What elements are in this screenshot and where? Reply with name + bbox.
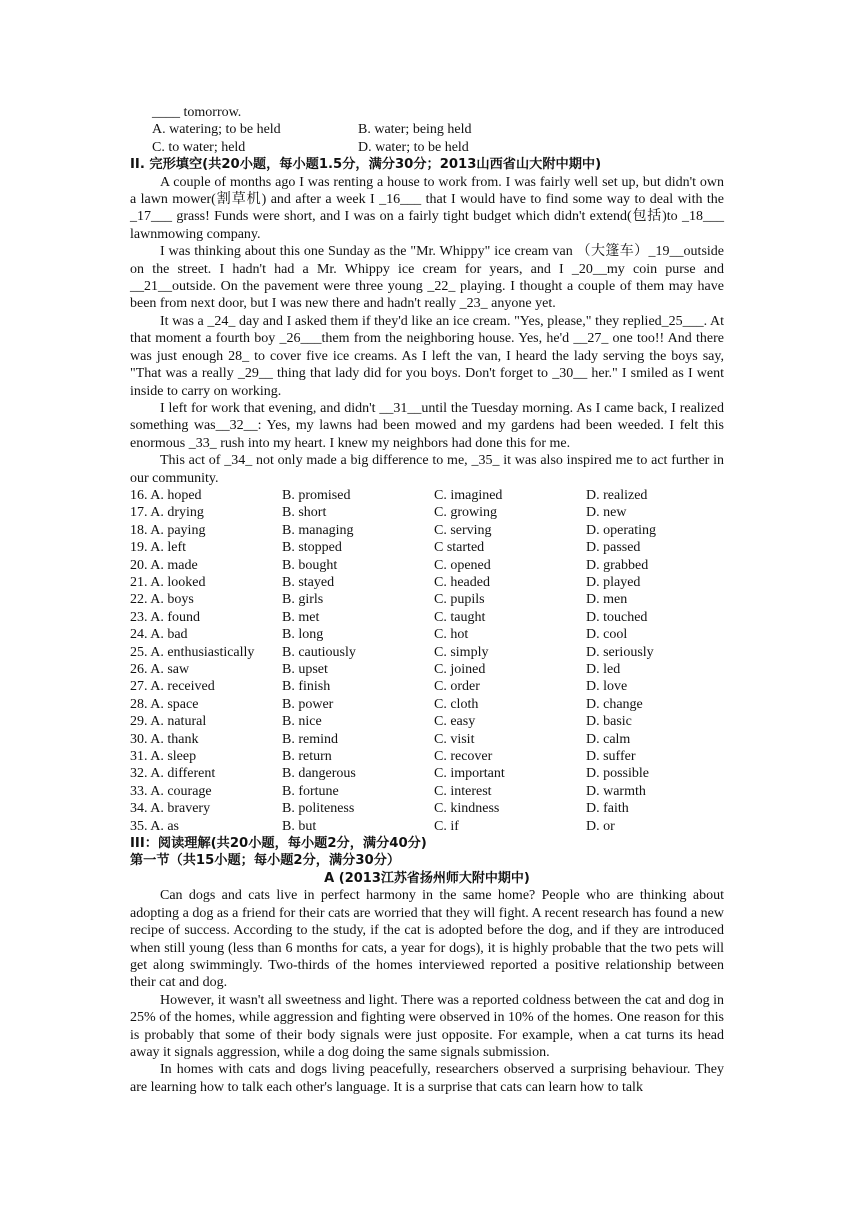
- question-row: [130, 661, 724, 678]
- option-b: B. cautiously: [282, 644, 356, 660]
- cloze-paragraph: I left for work that evening, and didn't __31__until the Tuesday morning. As I came back, I realized something was__32__: Yes, my lawns had been mowed and my gardens had been weeded. I felt this enormous _33_ rush into my heart. I knew my neighbors had done this for me.: [130, 400, 724, 451]
- options-row-ab: [130, 121, 724, 138]
- option-a: 34. A. bravery: [130, 801, 211, 817]
- option-d: D. possible: [586, 766, 649, 782]
- passage-title: A (2013江苏省扬州师大附中期中): [324, 870, 530, 886]
- option-b: B. short: [282, 505, 327, 521]
- option-c: C. recover: [434, 749, 493, 765]
- question-row: [130, 487, 724, 504]
- option-a: 32. A. different: [130, 766, 216, 782]
- option-d: D. men: [586, 592, 628, 608]
- option-d: D. water; to be held: [358, 139, 469, 155]
- option-a: 23. A. found: [130, 609, 200, 625]
- question-row: [130, 765, 724, 782]
- option-c: C. simply: [434, 644, 489, 660]
- reading-paragraph: Can dogs and cats live in perfect harmony in the same home? People who are thinking about adopting a dog as a friend for their cats are worried that they will fight. A recent research has found a new recipe of success. According to the study, if the cat is adopted before the dog, and if they are introduced when still young (less than 6 months for cats, a year for dogs), it is highly probable that the two pets will get along swimmingly. Two-thirds of the homes interviewed reported a positive relationship between their cat and dog.: [130, 888, 724, 991]
- option-c: C. easy: [434, 714, 476, 730]
- option-c: C. to water; held: [152, 139, 246, 155]
- option-d: D. calm: [586, 731, 631, 747]
- option-c: C. opened: [434, 557, 491, 573]
- option-d: D. warmth: [586, 783, 646, 799]
- option-c: C. cloth: [434, 696, 479, 712]
- option-c: C. taught: [434, 609, 486, 625]
- option-b: B. long: [282, 627, 324, 643]
- option-b: B. nice: [282, 714, 322, 730]
- option-d: D. suffer: [586, 749, 636, 765]
- option-a: 22. A. boys: [130, 592, 194, 608]
- option-b: B. water; being held: [358, 122, 472, 138]
- option-d: D. led: [586, 662, 621, 677]
- option-b: B. stopped: [282, 540, 342, 556]
- option-c: C. headed: [434, 574, 490, 590]
- question-row: [130, 574, 724, 591]
- option-d: D. or: [586, 818, 615, 834]
- option-a: 20. A. made: [130, 557, 198, 573]
- reading-paragraph: However, it wasn't all sweetness and light. There was a reported coldness between the cat and dog in 25% of the homes, while aggression and fighting were observed in 10% of the homes. One reason for this is probably that some of their body signals were just opposite. For example, when a cat turns its head away it signals aggression, while a dog doing the same signals submission.: [130, 992, 724, 1060]
- option-a: A. watering; to be held: [152, 122, 281, 138]
- cloze-paragraph: A couple of months ago I was renting a house to work from. I was fairly well set up, but didn't own a lawn mower(割草机) and after a week I _16___ that I would have to find some way to deal with the _17___ grass! Funds were short, and I was on a fairly tight budget which didn't extend(包括)to _18___ lawnmowing company.: [130, 174, 724, 242]
- option-c: C started: [434, 540, 485, 556]
- option-c: C. serving: [434, 522, 492, 538]
- option-b: B. managing: [282, 522, 354, 538]
- question-row: [130, 626, 724, 643]
- option-b: B. finish: [282, 679, 331, 695]
- reading-passage: [130, 887, 724, 1096]
- document-page: [130, 104, 724, 1096]
- option-a: 25. A. enthusiastically: [130, 644, 255, 660]
- section-heading-reading: III：阅读理解(共20小题，每小题2分，满分40分): [130, 836, 427, 852]
- option-b: B. girls: [282, 592, 324, 608]
- option-d: D. played: [586, 574, 641, 590]
- option-c: C. pupils: [434, 592, 485, 608]
- options-row-cd: [130, 139, 724, 156]
- option-a: 27. A. received: [130, 679, 215, 695]
- option-d: D. realized: [586, 487, 648, 503]
- reading-paragraph: In homes with cats and dogs living peacefully, researchers observed a surprising behaviour. They are learning how to talk each other's language. It is a surprise that cats can learn how to talk: [130, 1062, 724, 1095]
- option-c: C. interest: [434, 783, 492, 799]
- option-d: D. basic: [586, 714, 632, 730]
- question-row: [130, 678, 724, 695]
- option-c: C. if: [434, 818, 459, 834]
- option-c: C. growing: [434, 505, 497, 521]
- question-row: [130, 731, 724, 748]
- option-a: 29. A. natural: [130, 714, 207, 730]
- question-row: [130, 504, 724, 521]
- option-b: B. return: [282, 749, 332, 765]
- question-row: [130, 748, 724, 765]
- section-heading-cloze: II. 完形填空(共20小题，每小题1.5分，满分30分；2013山西省山大附中期中): [130, 157, 602, 173]
- option-d: D. faith: [586, 801, 629, 817]
- cloze-paragraph: It was a _24_ day and I asked them if they'd like an ice cream. "Yes, please," they replied_25___. At that moment a fourth boy _26___them from the neighboring house. Yes, he'd __27_ one too!! And there was just enough 28_ to cover five ice creams. As I left the van, I heard the lady serving the boys say, "That was a really _29__ thing that lady did for you boys. Don't forget to _30__ her." I smiled as I went inside to carry on working.: [130, 313, 724, 399]
- section-subheading: 第一节（共15小题；每小题2分，满分30分）: [130, 853, 401, 869]
- question-row: [130, 818, 724, 835]
- cloze-paragraph: I was thinking about this one Sunday as the "Mr. Whippy" ice cream van （大篷车）_19__outside on the street. I hadn't had a Mr. Whippy ice cream for years, and I _20__my coin purse and __21__outside. On the pavement were three young _22_ playing. I thought a couple of them may have been from next door, but I was new there and hadn't really _23_ anyone yet.: [130, 244, 724, 312]
- option-b: B. remind: [282, 731, 338, 747]
- option-c: C. joined: [434, 662, 486, 677]
- option-c: C. important: [434, 766, 505, 782]
- question-row: [130, 713, 724, 730]
- option-a: 21. A. looked: [130, 574, 206, 590]
- question-row: [130, 539, 724, 556]
- option-c: C. visit: [434, 731, 475, 747]
- question-row: [130, 644, 724, 661]
- option-d: D. cool: [586, 627, 628, 643]
- option-a: 17. A. drying: [130, 505, 204, 521]
- option-a: 16. A. hoped: [130, 487, 202, 503]
- option-a: 31. A. sleep: [130, 749, 197, 765]
- option-a: 26. A. saw: [130, 662, 190, 677]
- option-b: B. upset: [282, 662, 328, 677]
- cloze-paragraph: This act of _34_ not only made a big difference to me, _35_ it was also inspired me to act further in our community.: [130, 453, 724, 486]
- option-b: B. dangerous: [282, 766, 356, 782]
- question-row: [130, 609, 724, 626]
- option-a: 18. A. paying: [130, 522, 206, 538]
- option-b: B. but: [282, 818, 317, 834]
- option-b: B. fortune: [282, 783, 339, 799]
- option-b: B. stayed: [282, 574, 335, 590]
- option-c: C. order: [434, 679, 480, 695]
- option-a: 30. A. thank: [130, 731, 199, 747]
- option-b: B. bought: [282, 557, 338, 573]
- option-a: 24. A. bad: [130, 627, 188, 643]
- question-row: [130, 800, 724, 817]
- question-row: [130, 783, 724, 800]
- question-row: [130, 522, 724, 539]
- option-b: B. met: [282, 609, 320, 625]
- option-d: D. touched: [586, 609, 648, 625]
- option-c: C. kindness: [434, 801, 500, 817]
- option-d: D. passed: [586, 540, 641, 556]
- cloze-options-list: [130, 487, 724, 835]
- option-a: 35. A. as: [130, 818, 179, 834]
- question-row: [130, 696, 724, 713]
- option-d: D. operating: [586, 522, 656, 538]
- option-a: 19. A. left: [130, 540, 186, 556]
- option-b: B. power: [282, 696, 334, 712]
- option-a: 28. A. space: [130, 696, 199, 712]
- option-b: B. politeness: [282, 801, 355, 817]
- option-d: D. seriously: [586, 644, 654, 660]
- option-d: D. grabbed: [586, 557, 649, 573]
- option-c: C. imagined: [434, 487, 503, 503]
- option-a: 33. A. courage: [130, 783, 212, 799]
- option-d: D. change: [586, 696, 643, 712]
- option-d: D. new: [586, 505, 627, 521]
- question-row: [130, 591, 724, 608]
- cloze-passage: [130, 174, 724, 487]
- question-row: [130, 557, 724, 574]
- question-stem-tail: ____ tomorrow.: [152, 105, 242, 120]
- option-c: C. hot: [434, 627, 469, 643]
- option-d: D. love: [586, 679, 628, 695]
- option-b: B. promised: [282, 487, 351, 503]
